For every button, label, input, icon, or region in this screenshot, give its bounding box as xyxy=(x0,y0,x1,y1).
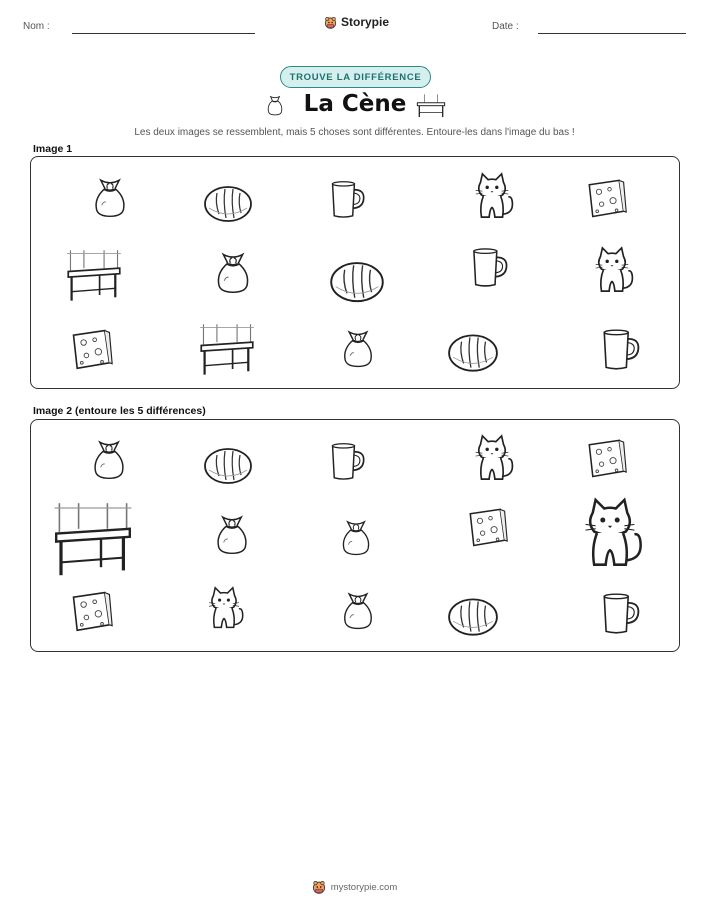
image2-label: Image 2 (entoure les 5 différences) xyxy=(33,405,206,417)
name-line xyxy=(72,33,255,34)
money-bag-icon xyxy=(211,250,255,294)
money-bag-icon xyxy=(89,176,131,218)
money-bag-icon[interactable] xyxy=(338,590,378,630)
table-icon xyxy=(199,322,255,378)
footer-url: mystorypie.com xyxy=(330,881,398,893)
instructions: Les deux images se ressemblent, mais 5 choses sont différentes. Entoure-les dans l'image du bas ! xyxy=(134,127,575,138)
date-label: Date : xyxy=(492,21,519,32)
money-bag-icon xyxy=(338,328,378,368)
cat-icon[interactable] xyxy=(468,434,516,482)
sponge-icon[interactable] xyxy=(465,505,509,549)
sponge-icon[interactable] xyxy=(584,436,628,480)
cat-icon[interactable] xyxy=(202,586,246,630)
storypie-mascot-icon xyxy=(312,880,326,894)
bread-icon[interactable] xyxy=(447,590,499,642)
mug-icon[interactable] xyxy=(325,440,367,482)
page-title: La Cène xyxy=(303,91,407,117)
cat-icon[interactable] xyxy=(574,497,646,569)
activity-badge: TROUVE LA DIFFÉRENCE xyxy=(280,66,431,88)
bread-icon xyxy=(203,178,253,228)
sponge-icon xyxy=(68,326,114,372)
image1-label: Image 1 xyxy=(33,143,73,155)
mug-icon xyxy=(325,178,367,220)
money-bag-icon xyxy=(264,92,286,118)
bread-icon[interactable] xyxy=(203,440,253,490)
money-bag-icon[interactable] xyxy=(88,438,130,480)
cat-icon xyxy=(588,246,636,294)
money-bag-icon[interactable] xyxy=(337,518,375,556)
table-icon xyxy=(414,93,448,119)
mug-icon[interactable] xyxy=(596,590,642,636)
storypie-mascot-icon xyxy=(324,16,337,29)
name-label: Nom : xyxy=(23,21,50,32)
cat-icon xyxy=(468,172,516,220)
sponge-icon[interactable] xyxy=(68,588,114,634)
bread-icon xyxy=(447,326,499,378)
date-line xyxy=(538,33,686,34)
bread-icon xyxy=(329,253,385,309)
mug-icon xyxy=(466,245,510,289)
table-icon[interactable] xyxy=(53,500,133,580)
table-icon xyxy=(66,248,122,304)
money-bag-icon[interactable] xyxy=(211,513,253,555)
brand-logo xyxy=(324,15,389,29)
brand-name: Storypie xyxy=(341,15,390,29)
sponge-icon xyxy=(584,176,628,220)
mug-icon xyxy=(596,326,642,372)
footer xyxy=(0,880,709,894)
